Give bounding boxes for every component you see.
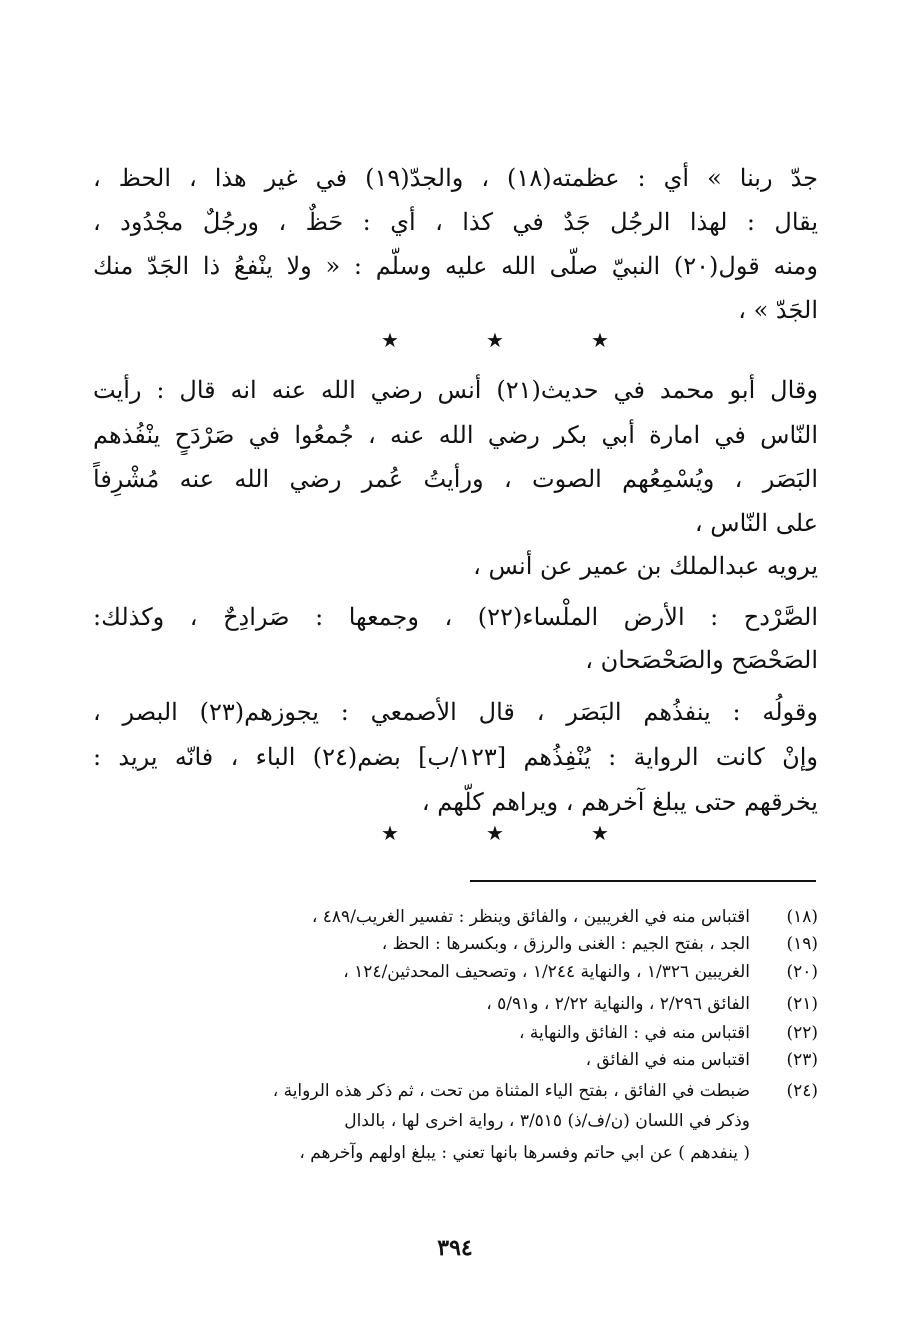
footnote-text: اقتباس منه في : الفائق والنهاية ،: [518, 1023, 750, 1043]
text-line: النّاس في امارة أبي بكر رضي الله عنه ، جُمعُوا في صَرْدَحٍ ينْفُذهم: [93, 421, 818, 449]
footnote: [93, 931, 818, 957]
footnote-text: ضبطت في الفائق ، بفتح الياء المثناة من تحت ، ثم ذكر هذه الرواية ،: [272, 1081, 750, 1101]
text-line: الجَدّ » ،: [738, 296, 818, 324]
star-icon: ★: [381, 821, 399, 845]
footnote-number: (٢٤): [786, 1081, 818, 1101]
footnote-number: (١٨): [786, 907, 818, 927]
text-line: الصَحْصَح والصَحْصَحان ،: [585, 646, 818, 674]
footnote-text: الجد ، بفتح الجيم : الغنى والرزق ، وبكسرها : الحظ ،: [381, 934, 750, 954]
footnote-text: اقتباس منه في الفائق ،: [585, 1050, 750, 1070]
footnote: [93, 904, 818, 930]
footnote-rule: [470, 880, 816, 882]
text-line: جدّ ربنا » أي : عظمته(١٨) ، والجدّ(١٩) في غير هذا ، الحظ ،: [93, 164, 818, 192]
footnote: [93, 991, 818, 1017]
footnote: [93, 959, 818, 985]
section-separator: [380, 818, 610, 848]
text-line: وإنْ كانت الرواية : يُنْفِذُهم [١٢٣/ب] بضم(٢٤) الباء ، فانّه يريد :: [93, 743, 818, 771]
text-line: يخرقهم حتى يبلغ آخرهم ، ويراهم كلّهم ،: [421, 788, 818, 816]
text-line: وقولُه : ينفذُهم البَصَر ، قال الأصمعي : يجوزهم(٢٣) البصر ،: [93, 698, 818, 726]
footnote-text: الفائق ٢/٢٩٦ ، والنهاية ٢/٢٢ ، و٥/٩١ ،: [486, 994, 750, 1014]
footnote: [93, 1020, 818, 1046]
footnote-number: (٢٢): [786, 1023, 818, 1043]
footnote-number: (١٩): [786, 934, 818, 954]
text-line: ومنه قول(٢٠) النبيّ صلّى الله عليه وسلّم : « ولا ينْفعُ ذا الجَدّ منك: [93, 252, 818, 280]
text-line: وقال أبو محمد في حديث(٢١) أنس رضي الله عنه انه قال : رأيت: [93, 376, 818, 404]
text-line: يقال : لهذا الرجُل جَدٌ في كذا ، أي : حَظٌ ، ورجُلٌ مجْدُود ،: [93, 208, 818, 236]
text-line: البَصَر ، ويُسْمِعُهم الصوت ، ورأيتُ عُمر رضي الله عنه مُشْرِفاً: [93, 465, 818, 493]
star-icon: ★: [591, 328, 609, 352]
footnote-text: وذكر في اللسان (ن/ف/ذ) ٣/٥١٥ ، رواية اخرى لها ، بالدال: [344, 1111, 750, 1131]
star-icon: ★: [486, 328, 504, 352]
footnote-text: اقتباس منه في الغريبين ، والفائق وينظر : تفسير الغريب/٤٨٩ ،: [311, 907, 750, 927]
section-separator: [380, 325, 610, 355]
footnote-text: ( ينفدهم ) عن ابي حاتم وفسرها بانها تعني : يبلغ اولهم وآخرهم ،: [299, 1143, 750, 1163]
footnote-number: (٢١): [786, 994, 818, 1014]
star-icon: ★: [486, 821, 504, 845]
footnote-continuation: [93, 1140, 818, 1166]
footnote-text: الغريبين ١/٣٢٦ ، والنهاية ١/٢٤٤ ، وتصحيف المحدثين/١٢٤ ،: [343, 962, 750, 982]
star-icon: ★: [381, 328, 399, 352]
page-number: ٣٩٤: [437, 1235, 473, 1261]
footnote-number: (٢٣): [786, 1050, 818, 1070]
footnote: [93, 1078, 818, 1104]
footnote-continuation: [93, 1108, 818, 1134]
footnote: [93, 1047, 818, 1073]
footnote-number: (٢٠): [786, 962, 818, 982]
text-line: يرويه عبدالملك بن عمير عن أنس ،: [473, 552, 818, 580]
text-line: على النّاس ،: [694, 509, 818, 537]
star-icon: ★: [591, 821, 609, 845]
text-line: الصَّرْدح : الأرض الملْساء(٢٢) ، وجمعها : صَرادِحٌ ، وكذلك:: [93, 603, 818, 631]
